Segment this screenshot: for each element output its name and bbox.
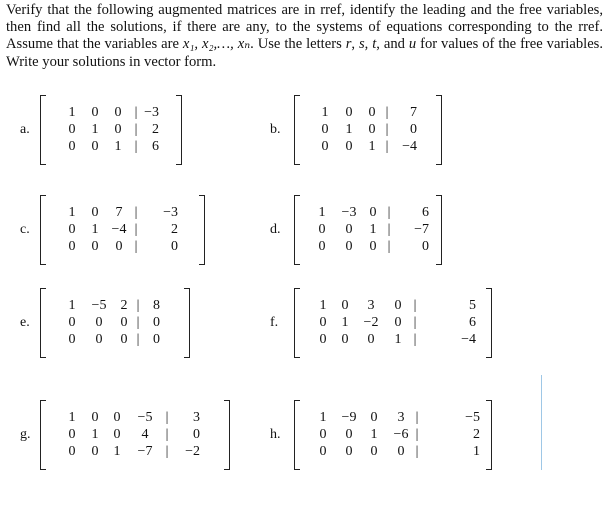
augment-separator: | (385, 139, 389, 154)
problem-g (20, 400, 230, 470)
matrix-entry: 1 (368, 139, 376, 154)
problem-label: e. (20, 315, 30, 330)
matrix-entry: 0 (368, 122, 376, 137)
matrix-entry: 0 (68, 332, 76, 347)
rhs-entry: −7 (414, 222, 429, 237)
divider-line (541, 375, 542, 470)
augmented-matrix (40, 288, 190, 358)
matrix-entry: 1 (113, 444, 121, 459)
problem-h (270, 400, 492, 470)
matrix-entry: 1 (321, 105, 329, 120)
matrix-entry: 1 (114, 139, 122, 154)
matrix-entry: 0 (319, 332, 327, 347)
matrix-entry: 0 (370, 410, 378, 425)
matrix-entry: 2 (120, 298, 128, 313)
matrix-entry: 0 (345, 139, 353, 154)
matrix-entry: 0 (345, 444, 353, 459)
matrix-entry: −4 (111, 222, 127, 237)
rhs-entry: −3 (144, 105, 159, 120)
rhs-entry: −4 (461, 332, 476, 347)
augment-separator: | (134, 105, 138, 120)
matrix-entry: 0 (319, 444, 327, 459)
problem-c (20, 195, 205, 265)
matrix-entry: 1 (319, 298, 327, 313)
matrix-entry: −5 (91, 298, 107, 313)
rhs-entry: 6 (422, 205, 429, 220)
matrix-entry: 0 (318, 222, 326, 237)
instructions-text-1: Verify that the following augmented matrices are in rref, identify the leading and the free variables, then find all the solutions, if there are any, to the systems of equations corresponding to the rref. Assume that the variables are (6, 2, 603, 53)
matrix-entry: 3 (397, 410, 405, 425)
matrix-row (294, 330, 492, 350)
rhs-entry: 6 (152, 139, 159, 154)
augment-separator: | (385, 122, 389, 137)
matrix-entry: 0 (368, 105, 376, 120)
matrix-entry: 0 (95, 315, 103, 330)
augmented-matrix (40, 195, 205, 265)
rhs-entry: 0 (153, 332, 160, 347)
matrix-entry: 0 (68, 122, 76, 137)
matrix-entry: 0 (345, 239, 353, 254)
matrix-entry: −5 (137, 410, 153, 425)
augment-separator: | (136, 332, 140, 347)
matrix-entry: 0 (319, 427, 327, 442)
problem-f (270, 288, 492, 358)
matrix-entry: 0 (367, 332, 375, 347)
letter-u: u (408, 36, 417, 53)
matrix-entry: 7 (115, 205, 123, 220)
matrix-entry: 4 (141, 427, 149, 442)
matrix-entry: 0 (68, 222, 76, 237)
matrix-entry: 0 (321, 122, 329, 137)
augment-separator: | (165, 410, 169, 425)
matrix-entry: 1 (394, 332, 402, 347)
augment-separator: | (136, 298, 140, 313)
rhs-entry: 1 (473, 444, 480, 459)
augment-separator: | (134, 205, 138, 220)
matrix-row (40, 330, 190, 350)
matrix-entry: 0 (345, 222, 353, 237)
instructions-text-2: . Use the letters (250, 36, 346, 53)
rhs-entry: 0 (410, 122, 417, 137)
matrix-entry: 0 (394, 298, 402, 313)
matrix-entry: 0 (319, 315, 327, 330)
augment-separator: | (134, 122, 138, 137)
rhs-entry: 0 (193, 427, 200, 442)
letter-r: r (345, 36, 352, 53)
matrix-entry: 0 (394, 315, 402, 330)
matrix-entry: 1 (370, 427, 378, 442)
rhs-entry: −5 (465, 410, 480, 425)
matrix-row (294, 237, 442, 257)
matrix-entry: 0 (91, 105, 99, 120)
augment-separator: | (136, 315, 140, 330)
rhs-entry: 2 (152, 122, 159, 137)
problem-label: b. (270, 122, 281, 137)
augment-separator: | (413, 315, 417, 330)
augment-separator: | (415, 427, 419, 442)
augment-separator: | (413, 298, 417, 313)
matrix-entry: 1 (68, 105, 76, 120)
matrix-entry: 1 (91, 122, 99, 137)
augment-separator: | (415, 444, 419, 459)
augmented-matrix (294, 95, 442, 165)
matrix-entry: 0 (341, 298, 349, 313)
matrix-entry: 0 (370, 444, 378, 459)
matrix-entry: 0 (68, 315, 76, 330)
matrix-entry: 1 (91, 427, 99, 442)
matrix-entry: 3 (367, 298, 375, 313)
comma-2: , (364, 36, 373, 53)
rhs-entry: 7 (410, 105, 417, 120)
matrix-entry: 0 (91, 139, 99, 154)
comma-1: , (351, 36, 359, 53)
rhs-entry: 5 (469, 298, 476, 313)
letter-t: t (372, 36, 377, 53)
augmented-matrix (40, 95, 182, 165)
rhs-entry: 0 (171, 239, 178, 254)
matrix-entry: −3 (341, 205, 357, 220)
problem-label: g. (20, 427, 31, 442)
problem-label: a. (20, 122, 30, 137)
rhs-entry: 6 (469, 315, 476, 330)
rhs-entry: 3 (193, 410, 200, 425)
matrix-entry: 0 (95, 332, 103, 347)
matrix-entry: 0 (68, 139, 76, 154)
rhs-entry: 2 (473, 427, 480, 442)
matrix-entry: 0 (120, 315, 128, 330)
matrix-entry: 0 (91, 410, 99, 425)
matrix-row (294, 137, 442, 157)
matrix-entry: 0 (369, 239, 377, 254)
augmented-matrix (294, 288, 492, 358)
instructions-text-3: for values of the free variables. Write your solutions in vector form. (6, 36, 603, 70)
rhs-entry: −2 (185, 444, 200, 459)
rhs-entry: −4 (402, 139, 417, 154)
augment-separator: | (413, 332, 417, 347)
matrix-row (40, 442, 230, 462)
matrix-entry: −9 (341, 410, 357, 425)
augment-separator: | (134, 239, 138, 254)
rhs-entry: 0 (153, 315, 160, 330)
matrix-entry: 1 (318, 205, 326, 220)
matrix-entry: 0 (318, 239, 326, 254)
matrix-entry: −6 (393, 427, 409, 442)
matrix-entry: 0 (68, 239, 76, 254)
matrix-entry: 1 (319, 410, 327, 425)
rhs-entry: 0 (422, 239, 429, 254)
matrix-entry: 0 (397, 444, 405, 459)
matrix-entry: 1 (68, 205, 76, 220)
matrix-entry: 1 (68, 410, 76, 425)
problem-b (270, 95, 442, 165)
matrix-entry: 0 (113, 410, 121, 425)
matrix-entry: 0 (369, 205, 377, 220)
matrix-entry: 0 (345, 427, 353, 442)
problem-label: d. (270, 222, 281, 237)
and-text: , and (376, 36, 409, 53)
matrix-entry: 0 (114, 105, 122, 120)
matrix-row (40, 237, 205, 257)
instructions-paragraph (6, 2, 603, 71)
matrix-entry: 0 (68, 444, 76, 459)
matrix-row (294, 442, 492, 462)
matrix-entry: −7 (137, 444, 153, 459)
problem-a (20, 95, 182, 165)
problem-e (20, 288, 190, 358)
matrix-entry: 0 (115, 239, 123, 254)
matrix-entry: 0 (113, 427, 121, 442)
problem-d (270, 195, 442, 265)
problem-label: f. (270, 315, 279, 330)
matrix-entry: 1 (369, 222, 377, 237)
problem-label: c. (20, 222, 30, 237)
rhs-entry: 2 (171, 222, 178, 237)
augment-separator: | (387, 205, 391, 220)
matrix-entry: 1 (341, 315, 349, 330)
augment-separator: | (387, 222, 391, 237)
matrix-entry: 0 (341, 332, 349, 347)
matrix-entry: 0 (91, 239, 99, 254)
matrix-entry: 0 (345, 105, 353, 120)
matrix-entry: −2 (363, 315, 379, 330)
augmented-matrix (40, 400, 230, 470)
letter-s: s (358, 36, 365, 53)
augment-separator: | (385, 105, 389, 120)
matrix-entry: 0 (120, 332, 128, 347)
matrix-entry: 0 (321, 139, 329, 154)
matrix-entry: 1 (345, 122, 353, 137)
matrix-entry: 1 (68, 298, 76, 313)
matrix-entry: 0 (91, 205, 99, 220)
augmented-matrix (294, 195, 442, 265)
matrix-row (40, 137, 182, 157)
problem-label: h. (270, 427, 281, 442)
matrix-entry: 0 (114, 122, 122, 137)
rhs-entry: 8 (153, 298, 160, 313)
augment-separator: | (387, 239, 391, 254)
rhs-entry: −3 (163, 205, 178, 220)
instructions-variables: x₁, x₂,…, xₙ (182, 36, 251, 53)
matrix-entry: 0 (91, 444, 99, 459)
augment-separator: | (415, 410, 419, 425)
matrix-entry: 1 (91, 222, 99, 237)
augment-separator: | (134, 139, 138, 154)
augment-separator: | (165, 427, 169, 442)
augment-separator: | (165, 444, 169, 459)
augment-separator: | (134, 222, 138, 237)
augmented-matrix (294, 400, 492, 470)
matrix-entry: 0 (68, 427, 76, 442)
